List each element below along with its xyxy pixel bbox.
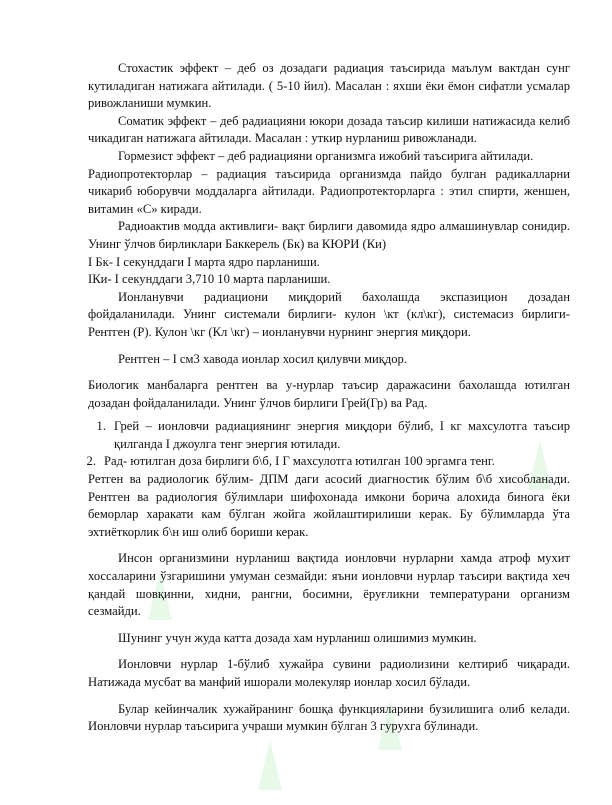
paragraph-radioprotectors: Радиопротекторлар – радиация таъсирида организмда пайдо булган радикалларни чикариб юборувчи моддаларга айтилади. Радиопротекторларга : этил спирти, женшен, витамин «С» киради. bbox=[88, 166, 570, 216]
paragraph-exposure-dose: Ионланувчи радиациони миқдорий бахолашда экспазицион дозадан фойдаланилади. Унинг системали бирлиги- кулон \кт (кл\кг), системасиз бирлиги-Рентген (Р). Кулон \кг (Кл \кг) – ионланувчи нурнинг энергия миқдори. bbox=[88, 289, 570, 339]
list-item-text: Рад- ютилган доза бирлиги б\б, I Г махсулотга ютилган 100 эргамга тенг. bbox=[104, 454, 495, 469]
list-item-text: Грей – ионловчи радиациянинг энергия миқдори бўлиб, I кг махсулотга таъсир қилганда I джоулга тенг энергия ютилади. bbox=[114, 419, 570, 451]
list-item bbox=[66, 453, 570, 471]
paragraph-radiolysis: Ионловчи нурлар 1-бўлиб хужайра сувини радиолизини келтириб чиқаради. Натижада мусбат ва манфий ишорали молекуляр ионлар хосил бўлади. bbox=[88, 657, 570, 689]
paragraph-high-dose: Шунинг учун жуда катта дозада хам нурланиш олишимиз мумкин. bbox=[118, 630, 477, 645]
paragraph-curie: IКи- I секунддаги 3,710 10 марта парланиши. bbox=[88, 272, 331, 287]
watermark-icon bbox=[250, 730, 290, 800]
paragraph-roentgen: Рентген – I см3 хавода ионлар хосил қилувчи миқдор. bbox=[118, 351, 407, 366]
paragraph-radiology-department: Ретген ва радиологик бўлим- ДПМ даги асосий диагностик бўлим б\б хисобланади. Рентген ва радиология бўлимлари шифохонада имкони борича алохида бинога ёки беморлар харакати кам бўлган жойга жойлаштирилиши керак. Бу бўлимларда ўта эхтиёткорлик б\н иш олиб бориши керак. bbox=[88, 472, 570, 539]
paragraph-radioactivity: Радиоактив модда активлиги- вақт бирлиги давомида ядро алмашинувлар сонидир. Унинг ўлчов бирликлари Баккерель (Бк) ва КЮРИ (Ки) bbox=[88, 219, 570, 251]
list-item-number: 1. bbox=[96, 419, 106, 434]
paragraph-stochastic-effect: Стохастик эффект – деб оз дозадаги радиация таъсирида маълум вактдан сунг кутиладиган натижага айтилади. ( 5-10 йил). Масалан : яхши ёки ёмон сифатли усмалар ривожланиши мумкин. bbox=[88, 61, 570, 111]
paragraph-organism-perception: Инсон организмини нурланиш вақтида ионловчи нурларни хамда атроф мухит хоссаларини ўзгаришини умуман сезмайди: яъни ионловчи нурлар таъсири вақтида хеч қандай шовқинни, хидни, рангни, босимни, ёруғликни температурани организм сезмайди. bbox=[88, 551, 570, 619]
paragraph-somatic-effect: Соматик эффект – деб радиацияни юкори дозада таъсир килиши натижасида келиб чикадиган натижага айтилади. Масалан : уткир нурланиш ривожланади. bbox=[88, 113, 570, 146]
paragraph-absorbed-dose: Биологик манбаларга рентген ва у-нурлар таъсир даражасини бахолашда ютилган дозадан фойдаланилади. Унинг ўлчов бирлиги Грей(Гр) ва Рад. bbox=[88, 378, 570, 410]
paragraph-hormesis-effect: Гормезист эффект – деб радиацияни организмга ижобий таъсирига айтилади. bbox=[118, 148, 534, 163]
list-item-number: 2. bbox=[86, 454, 96, 469]
list-item bbox=[76, 418, 570, 453]
paragraph-cell-functions: Булар кейинчалик хужайранинг бошқа функцияларини бузилишига олиб келади. Ионловчи нурлар таъсирига учраши мумкин бўлган 3 гурухга бўлинади. bbox=[88, 701, 570, 734]
paragraph-becquerel: I Бк- I секунддаги I марта ядро парланиши. bbox=[88, 254, 320, 269]
document-body bbox=[88, 60, 570, 736]
